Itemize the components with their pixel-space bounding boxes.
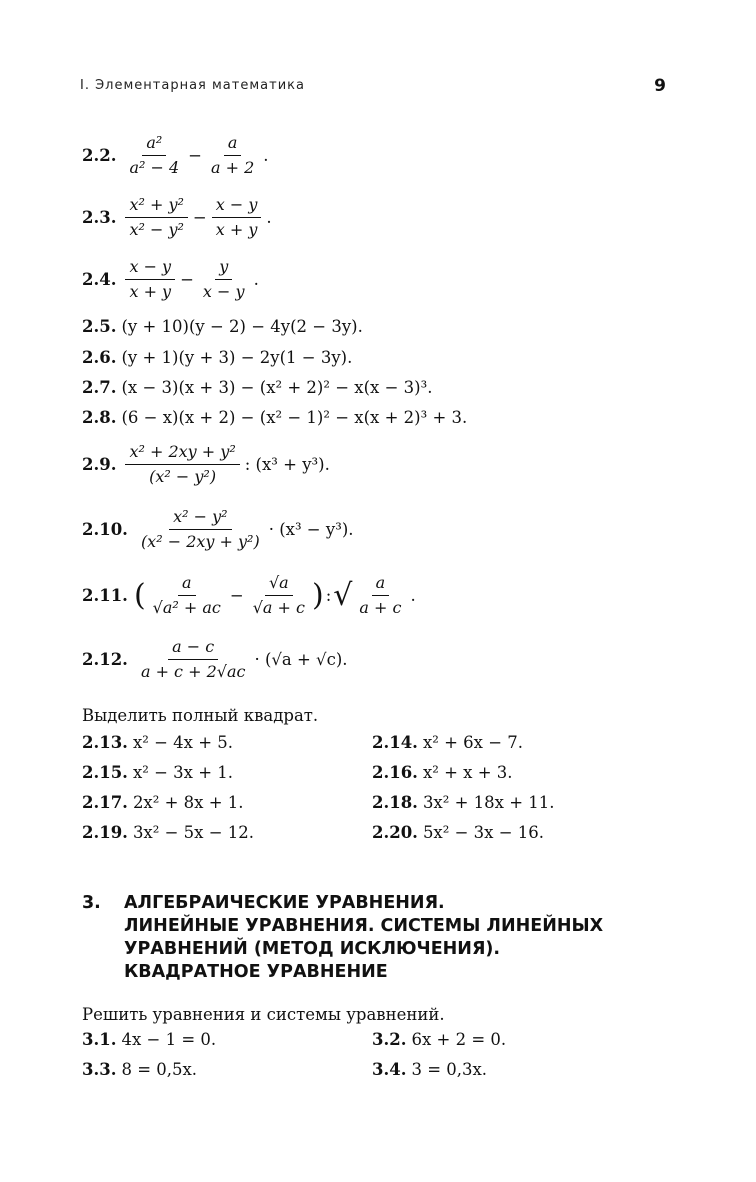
denominator: a² − 4 bbox=[129, 158, 180, 177]
problem-2-6 bbox=[82, 347, 352, 369]
expression: x² + 6x − 7. bbox=[422, 733, 524, 752]
numerator: x − y bbox=[125, 257, 175, 280]
problem-2-19 bbox=[82, 822, 254, 844]
punctuation: . bbox=[263, 145, 269, 165]
denominator: a + c + 2√ac bbox=[140, 662, 246, 681]
problem-number: 2.6. bbox=[82, 348, 117, 367]
fraction bbox=[125, 257, 175, 302]
denominator: x² − y² bbox=[129, 220, 184, 239]
expression-tail: · (x³ − y³). bbox=[268, 519, 354, 539]
chapter-title-line: УРАВНЕНИЙ (МЕТОД ИСКЛЮЧЕНИЯ). bbox=[124, 939, 501, 959]
problem-number: 2.19. bbox=[82, 823, 128, 842]
numerator: a bbox=[372, 573, 390, 596]
expression-tail: · (√a + √c). bbox=[254, 649, 348, 669]
expression: 3x² + 18x + 11. bbox=[422, 793, 555, 812]
numerator: a − c bbox=[168, 637, 218, 660]
problem-2-20 bbox=[372, 822, 544, 844]
fraction bbox=[137, 507, 264, 552]
page-number: 9 bbox=[654, 76, 666, 96]
problem-2-12 bbox=[82, 637, 348, 682]
expression: 4x − 1 = 0. bbox=[121, 1030, 217, 1049]
denominator: x − y bbox=[202, 282, 245, 301]
problem-number: 2.13. bbox=[82, 733, 128, 752]
expression: (6 − x)(x + 2) − (x² − 1)² − x(x + 2)³ + 3. bbox=[121, 408, 468, 427]
fraction bbox=[355, 573, 405, 618]
denominator: (x² − 2xy + y²) bbox=[140, 532, 260, 551]
operator: − bbox=[229, 585, 244, 605]
problem-number: 2.17. bbox=[82, 793, 128, 812]
problem-number: 2.7. bbox=[82, 378, 117, 397]
problem-2-5 bbox=[82, 316, 363, 338]
problem-number: 2.5. bbox=[82, 317, 117, 336]
punctuation: . bbox=[410, 585, 416, 605]
chapter-title-line: КВАДРАТНОЕ УРАВНЕНИЕ bbox=[124, 962, 388, 982]
problem-number: 2.20. bbox=[372, 823, 418, 842]
problem-number: 2.11. bbox=[82, 585, 128, 605]
denominator: a + c bbox=[359, 598, 402, 617]
numerator: x² − y² bbox=[169, 507, 231, 530]
numerator: x² + y² bbox=[125, 195, 187, 218]
expression: 6x + 2 = 0. bbox=[411, 1030, 507, 1049]
problem-number: 2.16. bbox=[372, 763, 418, 782]
chapter-title bbox=[124, 892, 684, 984]
sqrt-sign: √ bbox=[333, 577, 353, 613]
problem-number: 2.9. bbox=[82, 454, 117, 474]
right-paren: ) bbox=[312, 577, 324, 613]
problem-number: 2.3. bbox=[82, 207, 117, 227]
problem-2-18 bbox=[372, 792, 555, 814]
problem-2-4 bbox=[82, 257, 259, 302]
denominator: x + y bbox=[215, 220, 258, 239]
punctuation: . bbox=[253, 269, 259, 289]
problem-number: 2.4. bbox=[82, 269, 117, 289]
problem-2-8 bbox=[82, 407, 467, 429]
numerator: a bbox=[224, 133, 242, 156]
numerator: √a bbox=[265, 573, 293, 596]
square-intro: Выделить полный квадрат. bbox=[82, 706, 319, 725]
operator: − bbox=[180, 269, 194, 289]
problem-2-10 bbox=[82, 507, 354, 552]
numerator: x² + 2xy + y² bbox=[125, 442, 239, 465]
section-title: I. Элементарная математика bbox=[80, 78, 305, 93]
problem-number: 2.15. bbox=[82, 763, 128, 782]
fraction bbox=[125, 133, 183, 178]
problem-number: 3.4. bbox=[372, 1060, 407, 1079]
expression: 5x² − 3x − 16. bbox=[422, 823, 545, 842]
problem-number: 2.14. bbox=[372, 733, 418, 752]
fraction bbox=[207, 133, 258, 178]
operator: − bbox=[188, 145, 202, 165]
fraction bbox=[125, 442, 239, 487]
problem-3-2 bbox=[372, 1029, 506, 1051]
expression: (x − 3)(x + 3) − (x² + 2)² − x(x − 3)³. bbox=[121, 378, 433, 397]
operator: − bbox=[192, 207, 207, 227]
problem-2-13 bbox=[82, 732, 233, 754]
problem-number: 2.10. bbox=[82, 519, 128, 539]
equations-intro: Решить уравнения и системы уравнений. bbox=[82, 1005, 445, 1024]
denominator: √a² + ac bbox=[152, 598, 221, 617]
chapter-number: 3. bbox=[82, 893, 101, 913]
fraction bbox=[249, 573, 309, 618]
problem-2-9 bbox=[82, 442, 330, 487]
problem-3-1 bbox=[82, 1029, 216, 1051]
numerator: a² bbox=[142, 133, 166, 156]
problem-number: 2.8. bbox=[82, 408, 117, 427]
problem-number: 2.18. bbox=[372, 793, 418, 812]
expression: 3x² − 5x − 12. bbox=[132, 823, 255, 842]
expression: (y + 10)(y − 2) − 4y(2 − 3y). bbox=[121, 317, 363, 336]
expression: 3 = 0,3x. bbox=[411, 1060, 488, 1079]
problem-number: 3.2. bbox=[372, 1030, 407, 1049]
expression: 2x² + 8x + 1. bbox=[132, 793, 244, 812]
denominator: (x² − y²) bbox=[149, 467, 217, 486]
problem-3-4 bbox=[372, 1059, 487, 1081]
expression: (y + 1)(y + 3) − 2y(1 − 3y). bbox=[121, 348, 353, 367]
fraction bbox=[212, 195, 262, 240]
chapter-title-line: ЛИНЕЙНЫЕ УРАВНЕНИЯ. СИСТЕМЫ ЛИНЕЙНЫХ bbox=[124, 916, 604, 936]
problem-number: 3.1. bbox=[82, 1030, 117, 1049]
problem-2-14 bbox=[372, 732, 523, 754]
punctuation: . bbox=[266, 207, 272, 227]
numerator: a bbox=[178, 573, 196, 596]
numerator: x − y bbox=[212, 195, 262, 218]
expression: x² − 4x + 5. bbox=[132, 733, 234, 752]
problem-2-16 bbox=[372, 762, 513, 784]
expression: x² − 3x + 1. bbox=[132, 763, 234, 782]
problem-number: 2.2. bbox=[82, 145, 117, 165]
expression: 8 = 0,5x. bbox=[121, 1060, 198, 1079]
denominator: x + y bbox=[129, 282, 172, 301]
problem-3-3 bbox=[82, 1059, 197, 1081]
problem-number: 3.3. bbox=[82, 1060, 117, 1079]
denominator: √a + c bbox=[252, 598, 305, 617]
fraction bbox=[125, 195, 187, 240]
problem-2-7 bbox=[82, 377, 432, 399]
numerator: y bbox=[215, 257, 232, 280]
denominator: a + 2 bbox=[211, 158, 255, 177]
problem-2-11 bbox=[82, 573, 416, 618]
problem-number: 2.12. bbox=[82, 649, 128, 669]
fraction bbox=[199, 257, 249, 302]
problem-2-15 bbox=[82, 762, 233, 784]
chapter-title-line: АЛГЕБРАИЧЕСКИЕ УРАВНЕНИЯ. bbox=[124, 893, 445, 913]
problem-2-2 bbox=[82, 133, 269, 178]
fraction bbox=[137, 637, 250, 682]
expression: x² + x + 3. bbox=[422, 763, 513, 782]
running-header bbox=[80, 76, 666, 98]
left-paren: ( bbox=[133, 577, 146, 613]
fraction bbox=[149, 573, 225, 618]
problem-2-3 bbox=[82, 195, 272, 240]
operator: : bbox=[325, 585, 332, 605]
expression-tail: : (x³ + y³). bbox=[244, 454, 330, 474]
problem-2-17 bbox=[82, 792, 244, 814]
